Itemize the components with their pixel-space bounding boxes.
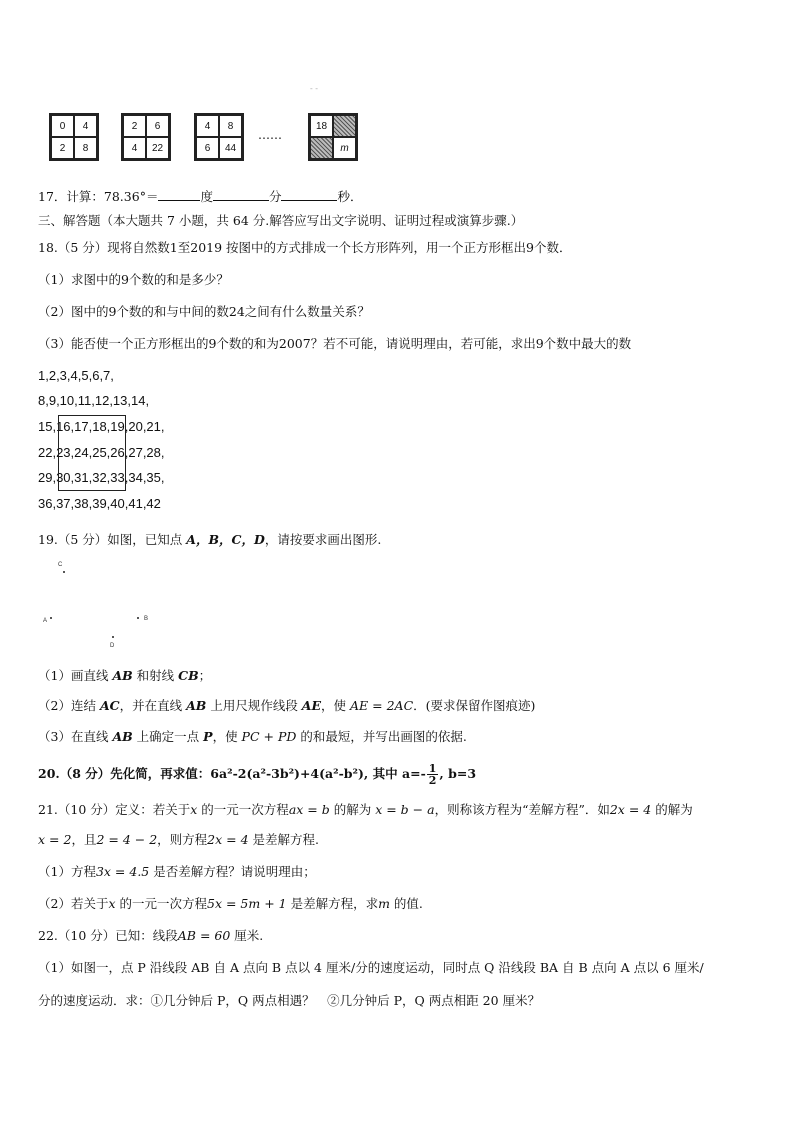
text: 上确定一点 <box>132 729 204 744</box>
number-row: 8,9,10,11,12,13,14, <box>38 393 150 408</box>
shaded-cell <box>310 137 333 159</box>
q19-part1 <box>38 668 211 684</box>
text: （2）若关于 <box>38 896 109 911</box>
q21-part1 <box>38 864 316 880</box>
text: 的一元一次方程 <box>115 896 207 911</box>
math: m <box>378 896 390 911</box>
text: 的一元一次方程 <box>197 802 289 817</box>
math: AB <box>112 668 133 683</box>
math: PC + PD <box>241 729 297 744</box>
grid-cell: 4 <box>123 137 146 159</box>
text: ，则称该方程为“差解方程”．如 <box>434 802 610 817</box>
q22-stem <box>38 928 263 944</box>
q21-line1 <box>38 802 693 818</box>
number-grid-4 <box>308 113 358 161</box>
text: ； <box>198 668 212 683</box>
q22-part1-line2: 分的速度运动．求：①几分钟后 P，Q 两点相遇？ ②几分钟后 P，Q 两点相距 20 厘米？ <box>38 993 541 1008</box>
math: AB <box>186 698 207 713</box>
text: ．(要求保留作图痕迹) <box>413 698 536 713</box>
q18-part1: （1）求图中的9个数的和是多少？ <box>38 272 229 287</box>
text: ，使 <box>321 698 351 713</box>
number-grid-3 <box>194 113 244 161</box>
grid-cell: 44 <box>219 137 242 159</box>
number-row: 29,30,31,32,33,34,35, <box>38 470 165 485</box>
denominator: 2 <box>428 774 437 787</box>
text: （3）在直线 <box>38 729 113 744</box>
math: CB <box>178 668 199 683</box>
math: 3x = 4.5 <box>95 864 150 879</box>
grid-cell: 6 <box>196 137 219 159</box>
math: P <box>203 729 213 744</box>
text: 21.（10 分）定义：若关于 <box>38 802 191 817</box>
point-label-b: B <box>144 616 149 622</box>
q21-line2 <box>38 832 319 848</box>
point-b <box>137 617 139 619</box>
text: 的解为 <box>651 802 693 817</box>
math: AE = 2AC <box>350 698 414 713</box>
point-d <box>112 636 114 638</box>
text: ，且 <box>71 832 97 847</box>
q18-part3: （3）能否使一个正方形框出的9个数的和为2007？若不可能，请说明理由，若可能，求出9个数中最大的数 <box>38 336 632 351</box>
math: AB = 60 <box>177 928 231 943</box>
grid-cell: 6 <box>146 115 169 137</box>
number-row: 1,2,3,4,5,6,7, <box>38 368 114 383</box>
text: 22.（10 分）已知：线段 <box>38 928 178 943</box>
q18-part2: （2）图中的9个数的和与中间的数24之间有什么数量关系？ <box>38 304 370 319</box>
text: ，并在直线 <box>119 698 187 713</box>
text: 上用尺规作线段 <box>206 698 302 713</box>
grid-cell: m <box>333 137 356 159</box>
number-row: 15,16,17,18,19,20,21, <box>38 419 165 434</box>
answer-blank[interactable] <box>213 188 269 201</box>
q17-unit-degree: 度 <box>200 189 213 204</box>
grid-cell: 4 <box>196 115 219 137</box>
text: 的解为 <box>329 802 376 817</box>
section-heading: 三、解答题（本大题共 7 小题，共 64 分.解答应写出文字说明、证明过程或演算步骤.） <box>38 213 524 228</box>
grid-cell: 8 <box>74 137 97 159</box>
number-row: 22,23,24,25,26,27,28, <box>38 445 165 460</box>
point-label-d: D <box>110 643 115 649</box>
q19-part3 <box>38 729 467 745</box>
q19-stem <box>38 532 381 548</box>
text: （2）连结 <box>38 698 100 713</box>
math: 2x = 4 <box>207 832 249 847</box>
q17-unit-second: 秒． <box>337 189 363 204</box>
q17-unit-minute: 分 <box>268 189 282 204</box>
q19-points: A，B，C，D <box>186 532 265 547</box>
math: x = b − a <box>375 802 435 817</box>
ellipsis: …… <box>258 128 282 142</box>
text: ，使 <box>212 729 242 744</box>
answer-blank[interactable] <box>281 188 337 201</box>
text: 20.（8 分）先化简，再求值：6a²-2(a²-3b²)+4(a²-b²), 其中 a=- <box>38 766 426 781</box>
q17-prefix: 17．计算：78.36°＝ <box>38 189 159 204</box>
top-mark: - - <box>310 84 318 93</box>
shaded-cell <box>333 115 356 137</box>
q20 <box>38 760 476 788</box>
math: x <box>108 896 116 911</box>
number-grid-2 <box>121 113 171 161</box>
q17 <box>38 188 363 205</box>
point-label-c: C <box>58 562 63 568</box>
q18-stem: 18.（5 分）现将自然数1至2019 按图中的方式排成一个长方形阵列，用一个正方形框出9个数． <box>38 240 572 255</box>
grid-cell: 8 <box>219 115 242 137</box>
numerator: 1 <box>428 762 437 775</box>
math: AE <box>301 698 322 713</box>
math: AC <box>99 698 120 713</box>
text: 厘米. <box>230 928 264 943</box>
grid-cell: 4 <box>74 115 97 137</box>
text: 的和最短，并写出画图的依据. <box>296 729 467 744</box>
math: 2x = 4 <box>609 802 652 817</box>
grid-cell: 2 <box>51 137 74 159</box>
q19-part2 <box>38 698 535 714</box>
number-row: 36,37,38,39,40,41,42 <box>38 496 161 511</box>
point-c <box>63 571 65 573</box>
text: 是差解方程，求 <box>286 896 379 911</box>
text: 是差解方程. <box>248 832 320 847</box>
fraction <box>427 763 439 786</box>
math: AB <box>112 729 133 744</box>
q19-stem-a: 19.（5 分）如图，已知点 <box>38 532 187 547</box>
math: ax = b <box>288 802 330 817</box>
answer-blank[interactable] <box>158 188 200 201</box>
math: x <box>190 802 198 817</box>
selection-square-frame <box>58 415 126 491</box>
grid-cell: 2 <box>123 115 146 137</box>
q22-part1-line1: （1）如图一，点 P 沿线段 AB 自 A 点向 B 点以 4 厘米/分的速度运动，同时点 Q 沿线段 BA 自 B 点向 A 点以 6 厘米/ <box>38 960 704 975</box>
point-label-a: A <box>43 618 48 624</box>
grid-cell: 18 <box>310 115 333 137</box>
math: x = 2 <box>38 832 72 847</box>
text: （1）方程 <box>38 864 96 879</box>
grid-cell: 0 <box>51 115 74 137</box>
text: （1）画直线 <box>38 668 113 683</box>
text: 和射线 <box>132 668 179 683</box>
q21-part2 <box>38 896 423 912</box>
grid-cell: 22 <box>146 137 169 159</box>
text: 是否差解方程？请说明理由； <box>149 864 316 879</box>
text: ，则方程 <box>157 832 208 847</box>
math: 5x = 5m + 1 <box>207 896 287 911</box>
text: 的值. <box>389 896 423 911</box>
q19-stem-b: ，请按要求画出图形. <box>264 532 382 547</box>
text: , b=3 <box>439 766 477 781</box>
math: 2 = 4 − 2 <box>96 832 158 847</box>
point-a <box>50 617 52 619</box>
number-grid-1 <box>49 113 99 161</box>
